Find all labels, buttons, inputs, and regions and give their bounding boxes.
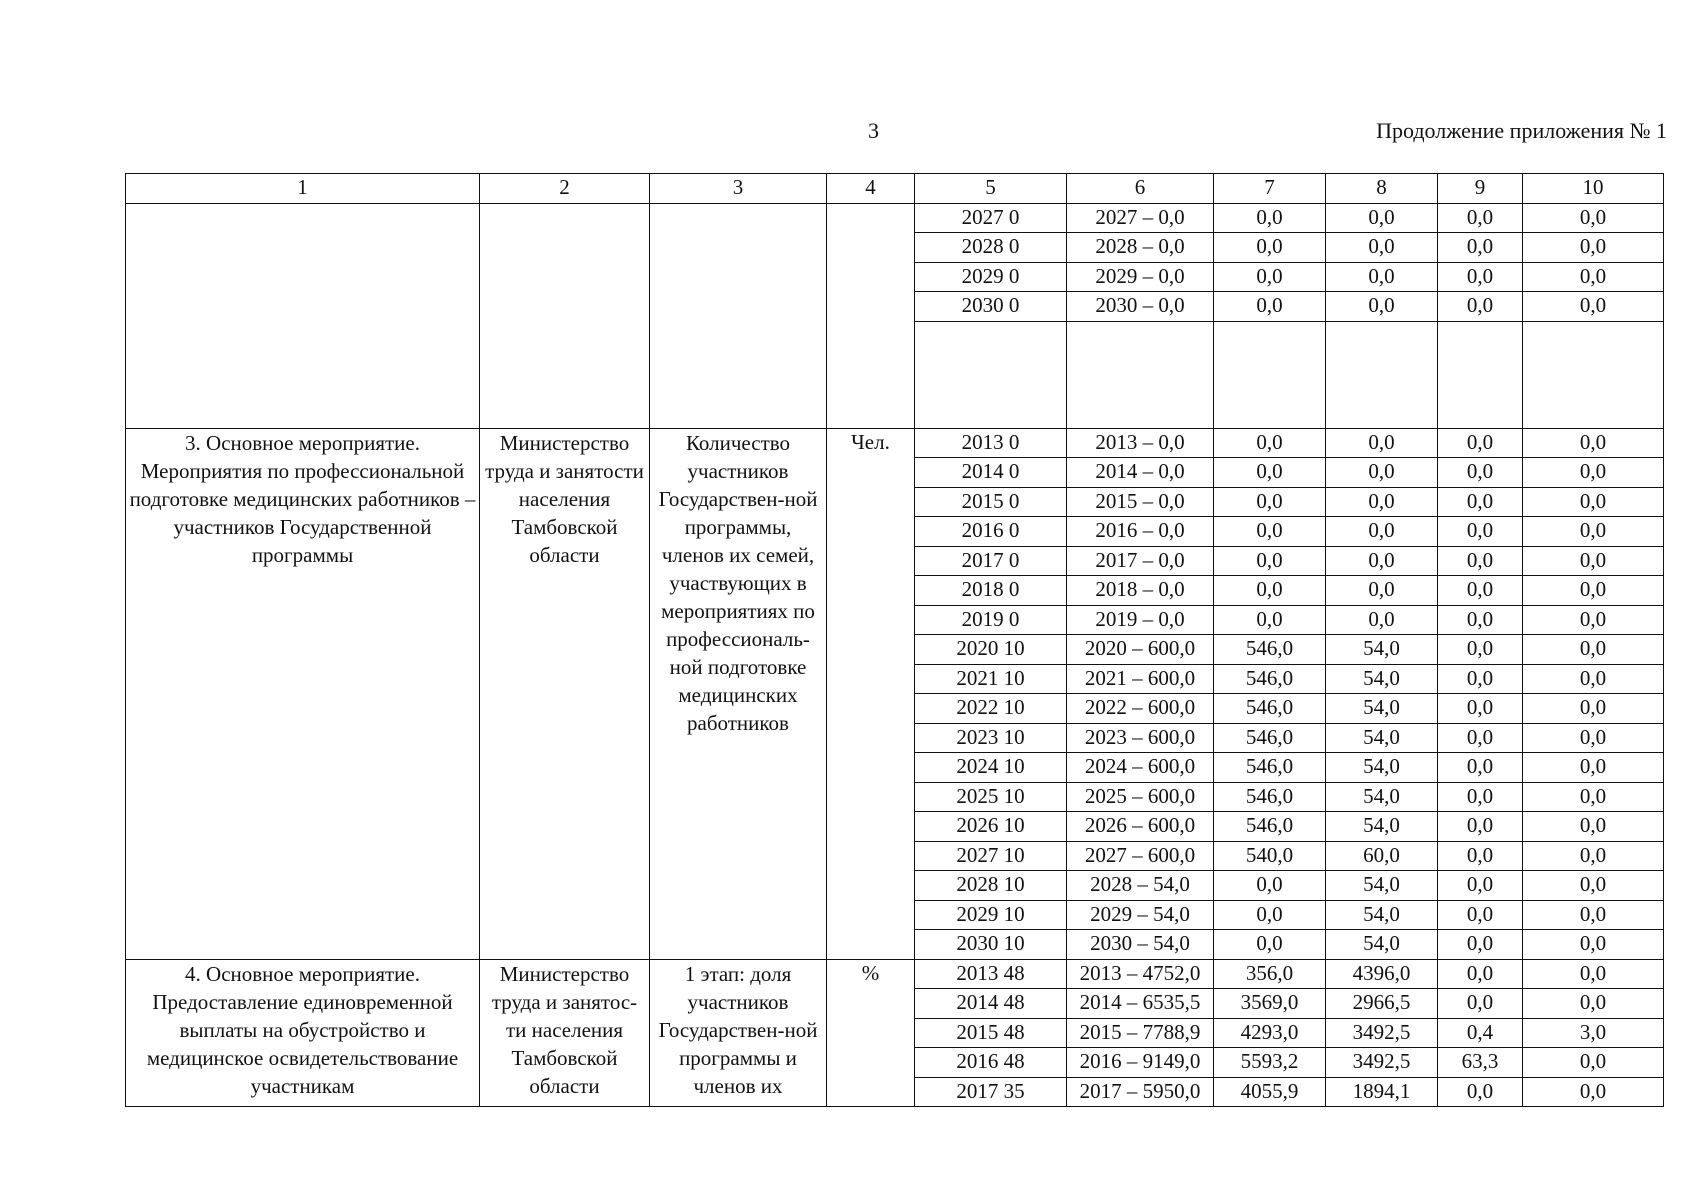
column-header: 2 <box>480 174 650 204</box>
table-cell: 2024 10 <box>915 753 1067 783</box>
table-cell: 0,0 <box>1438 203 1523 233</box>
table-cell: 0,0 <box>1523 428 1664 458</box>
table-cell: 0,0 <box>1523 812 1664 842</box>
table-cell: 54,0 <box>1326 900 1438 930</box>
table-cell: 0,0 <box>1523 203 1664 233</box>
table-cell: 0,0 <box>1326 428 1438 458</box>
table-cell: 0,4 <box>1438 1018 1523 1048</box>
table-row <box>126 203 1664 233</box>
table-cell: 2023 – 600,0 <box>1067 723 1214 753</box>
table-cell: 2027 – 600,0 <box>1067 841 1214 871</box>
table-cell: 54,0 <box>1326 723 1438 753</box>
table-cell: 0,0 <box>1214 605 1326 635</box>
table-cell: 54,0 <box>1326 753 1438 783</box>
table-cell: 0,0 <box>1523 605 1664 635</box>
table-row <box>126 959 1664 989</box>
table-cell: 54,0 <box>1326 782 1438 812</box>
table-cell: 0,0 <box>1438 782 1523 812</box>
table-cell: 2015 0 <box>915 487 1067 517</box>
table-cell: 356,0 <box>1214 959 1326 989</box>
table-cell: 0,0 <box>1523 959 1664 989</box>
table-cell: 0,0 <box>1214 517 1326 547</box>
table-cell: 0,0 <box>1326 458 1438 488</box>
table-cell: 63,3 <box>1438 1048 1523 1078</box>
table-cell: 0,0 <box>1326 517 1438 547</box>
measure-name-cell <box>126 203 480 428</box>
appendix-continuation-header: Продолжение приложения № 1 <box>1376 118 1667 143</box>
table-cell: 0,0 <box>1438 989 1523 1019</box>
table-cell: 2019 – 0,0 <box>1067 605 1214 635</box>
table-cell: 2013 0 <box>915 428 1067 458</box>
table-cell: 3,0 <box>1523 1018 1664 1048</box>
table-cell: 0,0 <box>1523 900 1664 930</box>
table-cell: 0,0 <box>1438 517 1523 547</box>
table-cell: 2025 – 600,0 <box>1067 782 1214 812</box>
table-cell: 0,0 <box>1438 871 1523 901</box>
table-row <box>126 428 1664 458</box>
table-cell: 2018 – 0,0 <box>1067 576 1214 606</box>
table-cell: 0,0 <box>1214 458 1326 488</box>
table-cell: 2030 10 <box>915 930 1067 960</box>
table-cell: 0,0 <box>1214 428 1326 458</box>
column-header: 7 <box>1214 174 1326 204</box>
executor-cell <box>480 203 650 428</box>
table-cell: 3492,5 <box>1326 1018 1438 1048</box>
table-cell: 546,0 <box>1214 812 1326 842</box>
table-cell: 2016 48 <box>915 1048 1067 1078</box>
table-cell: 0,0 <box>1214 487 1326 517</box>
table-cell: 2025 10 <box>915 782 1067 812</box>
empty-cell <box>1326 321 1438 428</box>
table-cell: 0,0 <box>1438 428 1523 458</box>
table-cell: 2020 – 600,0 <box>1067 635 1214 665</box>
table-cell: 0,0 <box>1523 262 1664 292</box>
executor-cell: Министерство труда и занятости населения Тамбовской области <box>480 428 650 959</box>
table-cell: 0,0 <box>1523 487 1664 517</box>
table-cell: 2017 – 5950,0 <box>1067 1077 1214 1107</box>
column-header: 5 <box>915 174 1067 204</box>
table-cell: 0,0 <box>1523 930 1664 960</box>
table-cell: 0,0 <box>1438 292 1523 322</box>
table-cell: 2030 0 <box>915 292 1067 322</box>
table-cell: 2018 0 <box>915 576 1067 606</box>
table-cell: 2027 – 0,0 <box>1067 203 1214 233</box>
table-cell: 0,0 <box>1438 262 1523 292</box>
table-cell: 2017 35 <box>915 1077 1067 1107</box>
unit-cell: Чел. <box>827 428 915 959</box>
unit-cell <box>827 203 915 428</box>
table-cell: 2027 10 <box>915 841 1067 871</box>
table-cell: 2015 – 7788,9 <box>1067 1018 1214 1048</box>
column-header: 6 <box>1067 174 1214 204</box>
table-cell: 0,0 <box>1523 664 1664 694</box>
column-header: 8 <box>1326 174 1438 204</box>
empty-cell <box>1438 321 1523 428</box>
table-cell: 2030 – 54,0 <box>1067 930 1214 960</box>
table-cell: 3569,0 <box>1214 989 1326 1019</box>
empty-cell <box>1523 321 1664 428</box>
table-cell: 54,0 <box>1326 664 1438 694</box>
empty-cell <box>1067 321 1214 428</box>
table-cell: 2023 10 <box>915 723 1067 753</box>
column-header: 4 <box>827 174 915 204</box>
table-cell: 546,0 <box>1214 782 1326 812</box>
table-cell: 0,0 <box>1326 203 1438 233</box>
table-cell: 2013 – 4752,0 <box>1067 959 1214 989</box>
table-cell: 0,0 <box>1438 487 1523 517</box>
table-cell: 2029 0 <box>915 262 1067 292</box>
table-cell: 0,0 <box>1326 605 1438 635</box>
table-cell: 0,0 <box>1523 871 1664 901</box>
table-cell: 54,0 <box>1326 694 1438 724</box>
table-cell: 1894,1 <box>1326 1077 1438 1107</box>
table-cell: 0,0 <box>1438 635 1523 665</box>
table-cell: 0,0 <box>1438 458 1523 488</box>
table-cell: 0,0 <box>1438 605 1523 635</box>
table-cell: 2016 – 0,0 <box>1067 517 1214 547</box>
table-cell: 0,0 <box>1523 841 1664 871</box>
column-header: 3 <box>650 174 827 204</box>
table-cell: 2028 10 <box>915 871 1067 901</box>
table-cell: 2022 – 600,0 <box>1067 694 1214 724</box>
table-cell: 0,0 <box>1523 753 1664 783</box>
table-cell: 0,0 <box>1438 546 1523 576</box>
empty-cell <box>915 321 1067 428</box>
table-cell: 2029 – 0,0 <box>1067 262 1214 292</box>
table-cell: 3492,5 <box>1326 1048 1438 1078</box>
table-cell: 546,0 <box>1214 664 1326 694</box>
table-cell: 2014 48 <box>915 989 1067 1019</box>
table-cell: 2966,5 <box>1326 989 1438 1019</box>
table-cell: 2021 – 600,0 <box>1067 664 1214 694</box>
column-header-row <box>126 174 1664 204</box>
table-cell: 0,0 <box>1438 959 1523 989</box>
table-cell: 0,0 <box>1523 989 1664 1019</box>
indicator-cell <box>650 203 827 428</box>
table-cell: 0,0 <box>1214 262 1326 292</box>
table-cell: 0,0 <box>1438 753 1523 783</box>
table-cell: 2013 – 0,0 <box>1067 428 1214 458</box>
program-measures-table <box>125 173 1664 1107</box>
table-cell: 2014 – 0,0 <box>1067 458 1214 488</box>
table-cell: 4293,0 <box>1214 1018 1326 1048</box>
table-cell: 2024 – 600,0 <box>1067 753 1214 783</box>
table-cell: 2016 0 <box>915 517 1067 547</box>
table-cell: 0,0 <box>1326 546 1438 576</box>
table-cell: 0,0 <box>1214 233 1326 263</box>
table-cell: 54,0 <box>1326 930 1438 960</box>
table-cell: 0,0 <box>1523 292 1664 322</box>
table-cell: 4396,0 <box>1326 959 1438 989</box>
table-cell: 0,0 <box>1523 576 1664 606</box>
table-cell: 546,0 <box>1214 753 1326 783</box>
table-cell: 2027 0 <box>915 203 1067 233</box>
empty-cell <box>1214 321 1326 428</box>
table-cell: 2015 – 0,0 <box>1067 487 1214 517</box>
table-cell: 2021 10 <box>915 664 1067 694</box>
table-cell: 0,0 <box>1438 930 1523 960</box>
table-cell: 2022 10 <box>915 694 1067 724</box>
indicator-cell: 1 этап: доля участников Государствен-ной программы и членов их <box>650 959 827 1107</box>
table-cell: 0,0 <box>1438 841 1523 871</box>
table-cell: 546,0 <box>1214 694 1326 724</box>
table-cell: 2028 – 54,0 <box>1067 871 1214 901</box>
table-cell: 2014 0 <box>915 458 1067 488</box>
table-cell: 0,0 <box>1523 517 1664 547</box>
table-cell: 0,0 <box>1214 292 1326 322</box>
indicator-cell: Количество участников Государствен-ной программы, членов их семей, участвующих в мероприятиях по профессиональ-ной подготовке медицинских работников <box>650 428 827 959</box>
table-cell: 0,0 <box>1523 694 1664 724</box>
table-cell: 2026 – 600,0 <box>1067 812 1214 842</box>
table-cell: 0,0 <box>1438 576 1523 606</box>
table-cell: 0,0 <box>1326 576 1438 606</box>
table-cell: 5593,2 <box>1214 1048 1326 1078</box>
table-cell: 2020 10 <box>915 635 1067 665</box>
table-cell: 2013 48 <box>915 959 1067 989</box>
table-cell: 0,0 <box>1523 233 1664 263</box>
table-cell: 2016 – 9149,0 <box>1067 1048 1214 1078</box>
table-cell: 0,0 <box>1214 546 1326 576</box>
table-cell: 0,0 <box>1438 812 1523 842</box>
table-cell: 0,0 <box>1438 694 1523 724</box>
page-number: 3 <box>868 118 879 143</box>
table-cell: 0,0 <box>1438 233 1523 263</box>
measure-name-cell: 3. Основное мероприятие. Мероприятия по профессиональной подготовке медицинских работников – участников Государственной программы <box>126 428 480 959</box>
column-header: 9 <box>1438 174 1523 204</box>
table-cell: 546,0 <box>1214 723 1326 753</box>
table-cell: 2015 48 <box>915 1018 1067 1048</box>
table-cell: 2026 10 <box>915 812 1067 842</box>
table-cell: 2019 0 <box>915 605 1067 635</box>
table-cell: 0,0 <box>1326 487 1438 517</box>
measure-name-cell: 4. Основное мероприятие. Предоставление единовременной выплаты на обустройство и медицинское освидетельствование участникам <box>126 959 480 1107</box>
table-cell: 0,0 <box>1523 458 1664 488</box>
table-cell: 2017 0 <box>915 546 1067 576</box>
table-cell: 0,0 <box>1214 203 1326 233</box>
table-cell: 0,0 <box>1214 871 1326 901</box>
table-cell: 0,0 <box>1214 900 1326 930</box>
table-cell: 0,0 <box>1523 635 1664 665</box>
table-cell: 0,0 <box>1523 1077 1664 1107</box>
table-cell: 0,0 <box>1523 782 1664 812</box>
table-cell: 0,0 <box>1523 546 1664 576</box>
table-cell: 540,0 <box>1214 841 1326 871</box>
table-body <box>126 174 1664 1107</box>
column-header: 1 <box>126 174 480 204</box>
table-cell: 2030 – 0,0 <box>1067 292 1214 322</box>
table-cell: 60,0 <box>1326 841 1438 871</box>
table-cell: 54,0 <box>1326 812 1438 842</box>
table-cell: 54,0 <box>1326 871 1438 901</box>
table-cell: 2017 – 0,0 <box>1067 546 1214 576</box>
table-cell: 0,0 <box>1523 1048 1664 1078</box>
table-cell: 0,0 <box>1523 723 1664 753</box>
table-cell: 2028 0 <box>915 233 1067 263</box>
table-cell: 0,0 <box>1326 292 1438 322</box>
executor-cell: Министерство труда и занятос-ти населения Тамбовской области <box>480 959 650 1107</box>
table-cell: 0,0 <box>1438 900 1523 930</box>
table-cell: 546,0 <box>1214 635 1326 665</box>
table-cell: 0,0 <box>1214 576 1326 606</box>
table-cell: 2029 – 54,0 <box>1067 900 1214 930</box>
unit-cell: % <box>827 959 915 1107</box>
table-cell: 54,0 <box>1326 635 1438 665</box>
column-header: 10 <box>1523 174 1664 204</box>
table-cell: 2028 – 0,0 <box>1067 233 1214 263</box>
table-cell: 4055,9 <box>1214 1077 1326 1107</box>
table-cell: 0,0 <box>1438 664 1523 694</box>
table-cell: 0,0 <box>1326 262 1438 292</box>
table-cell: 0,0 <box>1214 930 1326 960</box>
table-cell: 0,0 <box>1438 1077 1523 1107</box>
table-cell: 2014 – 6535,5 <box>1067 989 1214 1019</box>
table-cell: 0,0 <box>1438 723 1523 753</box>
table-cell: 0,0 <box>1326 233 1438 263</box>
table-cell: 2029 10 <box>915 900 1067 930</box>
